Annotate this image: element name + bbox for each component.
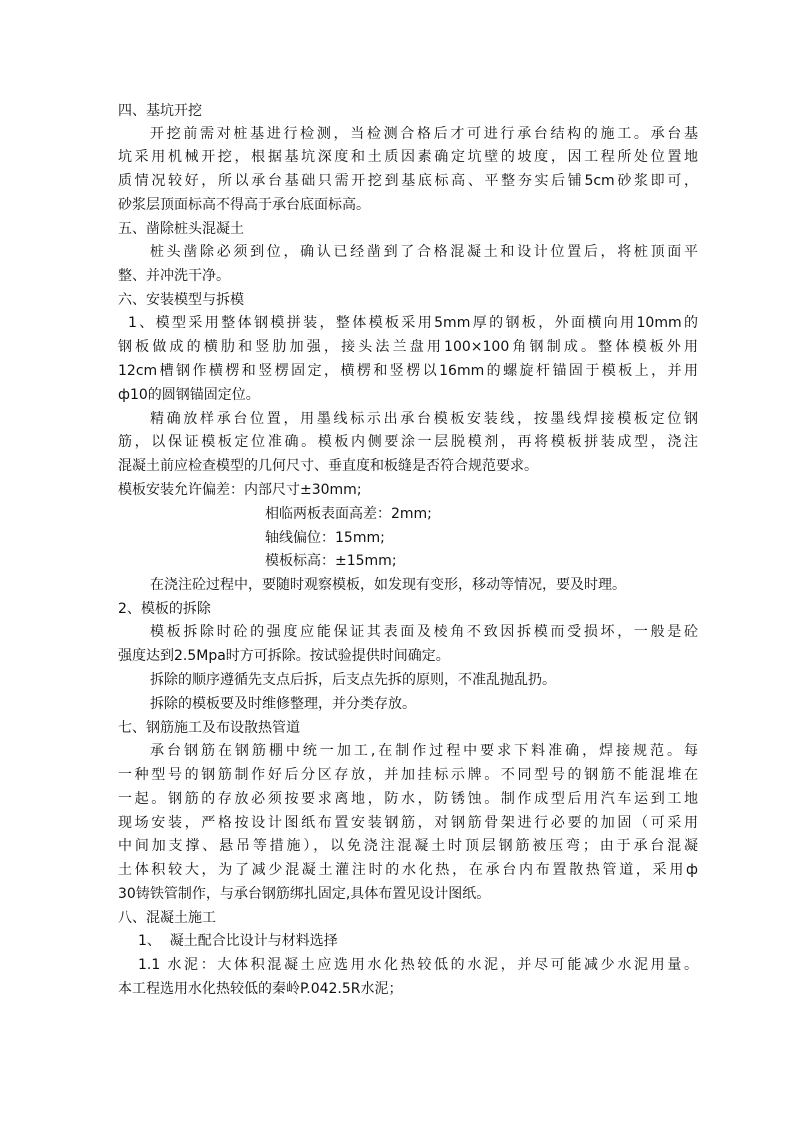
tolerance-item: 相临两板表面高差：2mm; (265, 506, 432, 522)
sub2-para1-line-2: 强度达到2.5Mpa时方可拆除。按试验提供时间确定。 (118, 648, 450, 664)
sec4-para-line-4: 砂浆层顶面标高不得高于承台底面标高。 (118, 197, 370, 213)
tolerance-item: 模板标高：±15mm; (265, 553, 397, 569)
sub2-para2: 拆除的顺序遵循先支点后拆，后支点先拆的原则，不准乱抛乱扔。 (150, 672, 556, 688)
section-6-heading: 六、安装模型与拆模 (118, 292, 244, 308)
sec5-para-line-2: 整、并冲洗干净。 (118, 268, 230, 284)
sec8-para-line-1: 1.1 水泥：大体积混凝土应选用水化热较低的水泥，并尽可能减少水泥用量。 (138, 957, 698, 973)
subsection-2-heading: 2、模板的拆除 (118, 601, 211, 617)
sec7-para-line-1: 承台钢筋在钢筋棚中统一加工,在制作过程中要求下料准确，焊接规范。每 (150, 743, 698, 759)
sec7-para-line-5: 中间加支撑、悬吊等措施），以免浇注混凝土时顶层钢筋被压弯；由于承台混凝 (118, 838, 698, 854)
sec6-para1-line-1: 1、模型采用整体钢模拼装，整体模板采用5mm厚的钢板，外面横向用10mm的 (128, 315, 698, 331)
sec7-para-line-3: 一起。钢筋的存放必须按要求离地，防水，防锈蚀。制作成型后用汽车运到工地 (118, 791, 698, 807)
section-4-heading: 四、基坑开挖 (118, 103, 202, 119)
sec6-para1-line-3: 12cm槽钢作横楞和竖楞固定，横楞和竖楞以16mm的螺旋杆锚固于模板上，并用 (118, 363, 698, 379)
sec4-para-line-1: 开挖前需对桩基进行检测，当检测合格后才可进行承台结构的施工。承台基 (150, 126, 698, 142)
tolerance-item: 轴线偏位：15mm; (265, 530, 385, 546)
section-5-heading: 五、凿除桩头混凝土 (118, 221, 244, 237)
section-7-heading: 七、钢筋施工及布设散热管道 (118, 720, 300, 736)
sec6-para1-line-4: ф10的圆钢锚固定位。 (118, 387, 260, 403)
sec6-para1-line-2: 钢板做成的横肋和竖肋加强，接头法兰盘用100×100角钢制成。整体模板外用 (118, 339, 698, 355)
sec5-para-line-1: 桩头凿除必须到位，确认已经凿到了合格混凝土和设计位置后，将桩顶面平 (150, 244, 698, 260)
sec4-para-line-2: 坑采用机械开挖，根据基坑深度和土质因素确定坑壁的坡度，因工程所处位置地 (118, 149, 698, 165)
sec7-para-line-7: 30铸铁管制作，与承台钢筋绑扎固定,具体布置见设计图纸。 (118, 886, 491, 902)
sec4-para-line-3: 质情况较好，所以承台基础只需开挖到基底标高、平整夯实后铺5cm砂浆即可， (118, 173, 698, 189)
sec7-para-line-2: 一种型号的钢筋制作好后分区存放，并加挂标示牌。不同型号的钢筋不能混堆在 (118, 767, 698, 783)
sec7-para-line-4: 现场安装，严格按设计图纸布置安装钢筋，对钢筋骨架进行必要的加固（可采用 (118, 815, 698, 831)
sub2-para3: 拆除的模板要及时维修整理，并分类存放。 (150, 696, 416, 712)
section-8-heading: 八、混凝土施工 (118, 910, 216, 926)
sec8-subheading-1: 1、 凝土配合比设计与材料选择 (138, 933, 338, 949)
sec6-para2-line-3: 混凝土前应检查模型的几何尺寸、垂直度和板缝是否符合规范要求。 (118, 458, 538, 474)
sub2-para1-line-1: 模板拆除时砼的强度应能保证其表面及棱角不致因拆模而受损坏，一般是砼 (150, 624, 698, 640)
tolerance-label: 模板安装允许偏差：内部尺寸±30mm; (118, 482, 362, 498)
sec6-para2-line-2: 筋，以保证模板定位准确。模板内侧要涂一层脱模剂，再将模板拼装成型，浇注 (118, 434, 698, 450)
sec6-para2-line-1: 精确放样承台位置，用墨线标示出承台模板安装线，按墨线焊接模板定位钢 (150, 411, 698, 427)
sec6-para3: 在浇注砼过程中，要随时观察模板，如发现有变形，移动等情况，要及时理。 (150, 577, 626, 593)
sec8-para-line-2: 本工程选用水化热较低的秦岭P.042.5R水泥； (118, 981, 403, 997)
sec7-para-line-6: 土体积较大，为了减少混凝土灌注时的水化热，在承台内布置散热管道，采用ф (118, 862, 698, 878)
